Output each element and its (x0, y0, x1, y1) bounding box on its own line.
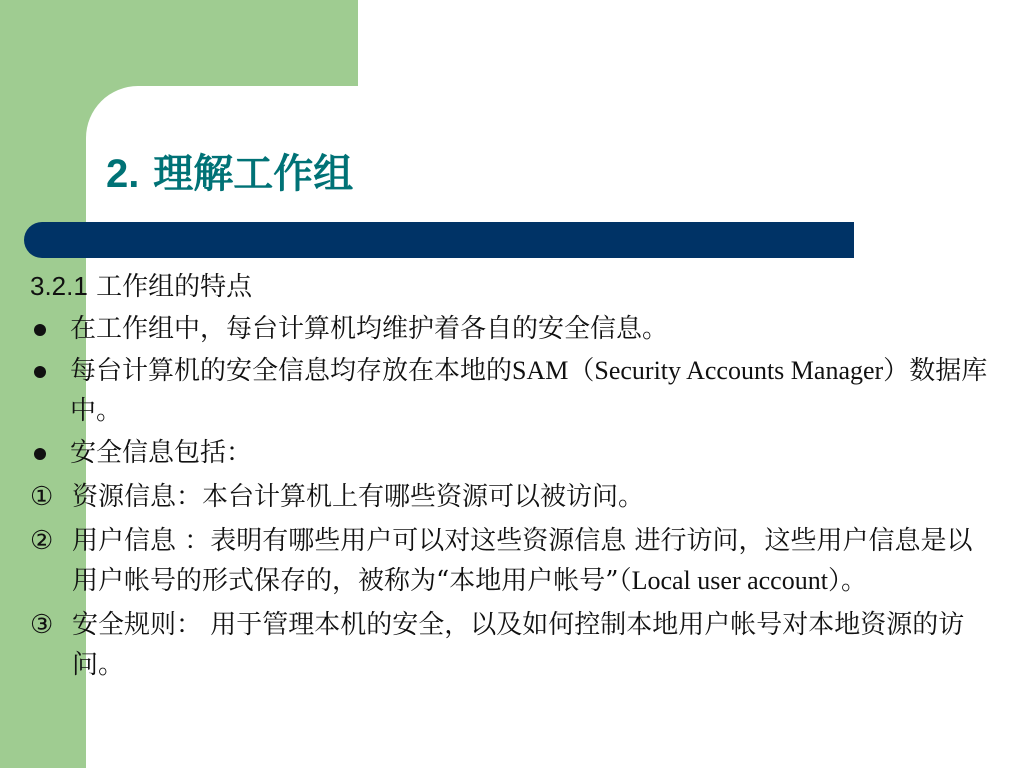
slide-body (30, 262, 990, 685)
section-heading (30, 266, 990, 307)
bullet-text: 在工作组中，每台计算机均维护着各自的安全信息。 (70, 314, 669, 344)
bullet-text-end: 数据库中。 (70, 356, 988, 426)
bullet-item (30, 433, 990, 473)
title-divider-bar (24, 222, 854, 258)
bullet-item (30, 309, 990, 349)
bullet-item (30, 351, 990, 431)
numbered-item (30, 477, 990, 517)
numbered-item (30, 605, 990, 685)
title-number: 2. (106, 152, 140, 196)
bullet-dot-icon (34, 324, 46, 336)
circled-number: ① (30, 482, 54, 512)
item-latin-text: Local user account (631, 566, 828, 595)
section-number: 3.2.1 (30, 271, 88, 301)
bullet-dot-icon (34, 366, 46, 378)
item-text: 安全规则： 用于管理本机的安全，以及如何控制本地用户帐号对本地资源的访问。 (72, 610, 965, 680)
bullet-text: 安全信息包括： (70, 438, 253, 468)
circled-number: ③ (30, 610, 54, 640)
item-text-end: ）。 (827, 566, 867, 596)
circled-number: ② (30, 526, 54, 556)
numbered-item (30, 521, 990, 601)
bullet-text: 每台计算机的安全信息均存放在本地的 (70, 356, 513, 386)
item-text: 用户信息 ：表明有哪些用户可以对这些资源信息 进行访问，这些用户信息是以用户帐号的形式保存的，被称为“本地用户帐号”（ (72, 526, 973, 596)
bullet-latin-text: SAM（Security Accounts Manager） (512, 356, 910, 385)
bullet-dot-icon (34, 448, 46, 460)
slide-title (106, 142, 353, 199)
section-title: 工作组的特点 (96, 272, 253, 302)
item-text: 资源信息：本台计算机上有哪些资源可以被访问。 (72, 482, 645, 512)
title-text: 理解工作组 (153, 150, 354, 197)
